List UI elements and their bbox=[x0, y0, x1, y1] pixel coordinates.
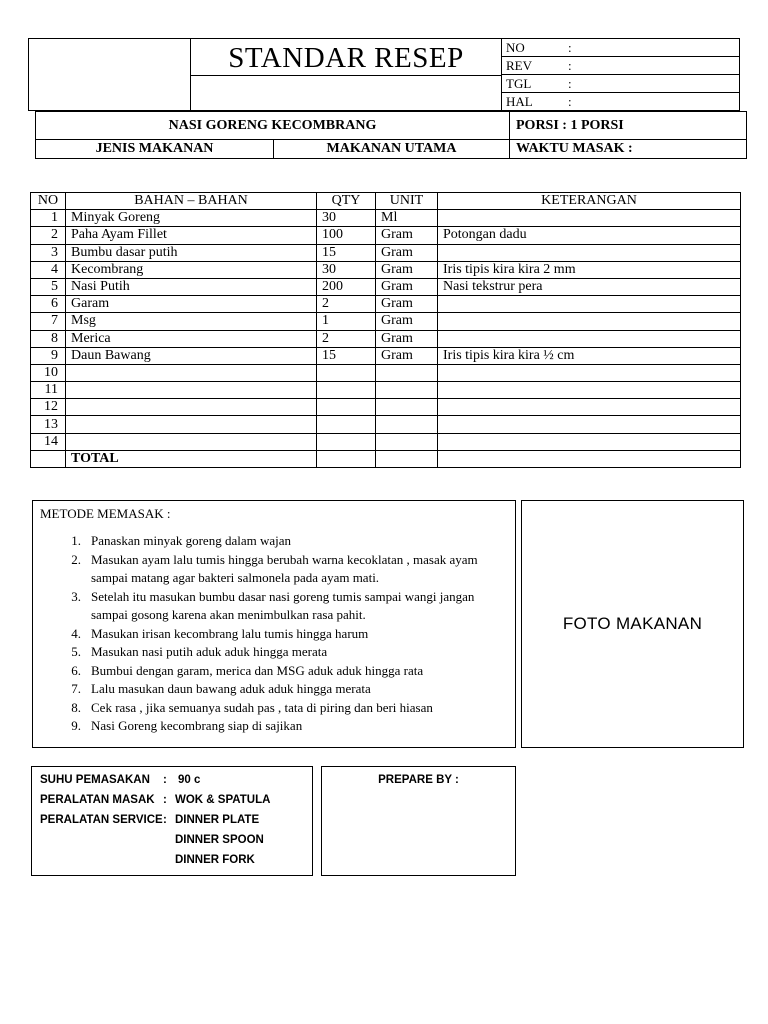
cell-no: 9 bbox=[31, 347, 66, 364]
list-item bbox=[59, 717, 505, 736]
cell-no: 7 bbox=[31, 313, 66, 330]
prepare-label: PREPARE BY : bbox=[378, 774, 459, 786]
cell-qty: 2 bbox=[317, 330, 376, 347]
step-number: 3. bbox=[71, 588, 81, 604]
step-text: Lalu masukan daun bawang aduk aduk hingga merata bbox=[91, 681, 371, 696]
colon: : bbox=[163, 794, 167, 806]
spacer bbox=[163, 850, 175, 870]
step-number: 6. bbox=[71, 662, 81, 678]
table-row bbox=[31, 313, 741, 330]
cell-qty bbox=[317, 450, 376, 467]
table-row bbox=[31, 296, 741, 313]
cell-unit: Gram bbox=[376, 244, 438, 261]
list-item bbox=[59, 680, 505, 699]
list-item bbox=[59, 588, 505, 625]
meta-colon: : bbox=[568, 93, 572, 109]
cell-qty: 30 bbox=[317, 210, 376, 227]
porsi-text: PORSI : 1 PORSI bbox=[516, 117, 624, 133]
step-text: Masukan irisan kecombrang lalu tumis hingga harum bbox=[91, 625, 369, 641]
cell-no: 5 bbox=[31, 278, 66, 295]
cell-qty bbox=[317, 433, 376, 450]
col-header-unit: UNIT bbox=[376, 193, 438, 210]
table-row bbox=[31, 399, 741, 416]
meta-label: TGL bbox=[506, 75, 532, 91]
peralatan-service-row bbox=[40, 850, 312, 870]
cell-keterangan bbox=[438, 313, 741, 330]
cell-qty: 15 bbox=[317, 347, 376, 364]
step-text: Masukan ayam lalu tumis hingga berubah warna kecoklatan , masak ayam sampai matang agar bakteri salmonela pada ayam mati. bbox=[91, 551, 478, 585]
cell-bahan bbox=[66, 433, 317, 450]
list-item bbox=[59, 625, 505, 644]
header-meta bbox=[501, 38, 740, 111]
table-row bbox=[31, 227, 741, 244]
peralatan-service-value: DINNER PLATE bbox=[175, 814, 260, 826]
dish-name: NASI GORENG KECOMBRANG bbox=[168, 117, 377, 133]
cell-qty: 1 bbox=[317, 313, 376, 330]
step-text: Bumbui dengan garam, merica dan MSG aduk aduk hingga rata bbox=[91, 662, 424, 678]
total-label: TOTAL bbox=[66, 450, 317, 467]
table-row bbox=[31, 416, 741, 433]
method-title: METODE MEMASAK : bbox=[40, 506, 171, 521]
cell-bahan bbox=[66, 364, 317, 381]
jenis-label-cell bbox=[35, 139, 274, 159]
step-number: 7. bbox=[71, 681, 81, 696]
cell-keterangan bbox=[438, 399, 741, 416]
cell-no: 10 bbox=[31, 364, 66, 381]
peralatan-masak-label: PERALATAN MASAK bbox=[40, 794, 155, 806]
cell-unit: Gram bbox=[376, 227, 438, 244]
peralatan-service-value: DINNER FORK bbox=[175, 854, 255, 866]
waktu-cell bbox=[509, 139, 747, 159]
table-row bbox=[31, 382, 741, 399]
peralatan-service-label: PERALATAN SERVICE bbox=[40, 814, 163, 826]
cell-bahan: Daun Bawang bbox=[66, 347, 317, 364]
cell-bahan: Merica bbox=[66, 330, 317, 347]
cell-bahan: Nasi Putih bbox=[66, 278, 317, 295]
cell-unit bbox=[376, 382, 438, 399]
porsi-cell bbox=[509, 111, 747, 140]
cell-bahan bbox=[66, 399, 317, 416]
list-item bbox=[59, 662, 505, 681]
ingredients-table bbox=[30, 192, 741, 468]
cell-keterangan: Iris tipis kira kira ½ cm bbox=[438, 347, 741, 364]
table-row bbox=[31, 210, 741, 227]
cell-no bbox=[31, 450, 66, 467]
cell-qty: 15 bbox=[317, 244, 376, 261]
peralatan-service-value: DINNER SPOON bbox=[175, 834, 264, 846]
cell-bahan bbox=[66, 382, 317, 399]
spacer bbox=[163, 830, 175, 850]
cell-qty: 100 bbox=[317, 227, 376, 244]
cell-no: 2 bbox=[31, 227, 66, 244]
col-header-keterangan: KETERANGAN bbox=[438, 193, 741, 210]
step-text: Cek rasa , jika semuanya sudah pas , tata di piring dan beri hiasan bbox=[91, 699, 433, 715]
meta-row-rev bbox=[501, 56, 740, 75]
cell-no: 8 bbox=[31, 330, 66, 347]
cell-unit bbox=[376, 416, 438, 433]
step-number: 1. bbox=[71, 533, 81, 548]
meta-label: NO bbox=[506, 39, 525, 55]
step-number: 9. bbox=[71, 718, 81, 733]
equipment-box bbox=[31, 766, 313, 876]
cell-bahan: Kecombrang bbox=[66, 261, 317, 278]
table-total-row bbox=[31, 450, 741, 467]
cell-no: 4 bbox=[31, 261, 66, 278]
suhu-value: 90 c bbox=[178, 774, 201, 786]
meta-label: REV bbox=[506, 57, 532, 73]
dish-name-cell bbox=[35, 111, 510, 140]
cell-unit: Gram bbox=[376, 313, 438, 330]
step-number: 4. bbox=[71, 625, 81, 641]
peralatan-service-row bbox=[40, 810, 312, 830]
list-item bbox=[59, 532, 505, 551]
cell-unit: Ml bbox=[376, 210, 438, 227]
cell-unit bbox=[376, 433, 438, 450]
cell-qty bbox=[317, 416, 376, 433]
col-header-bahan: BAHAN – BAHAN bbox=[66, 193, 317, 210]
cell-qty bbox=[317, 382, 376, 399]
cell-bahan: Garam bbox=[66, 296, 317, 313]
meta-colon: : bbox=[568, 75, 572, 91]
list-item bbox=[59, 699, 505, 718]
jenis-value: MAKANAN UTAMA bbox=[326, 141, 457, 156]
meta-colon: : bbox=[568, 57, 572, 73]
page-title: STANDAR RESEP bbox=[228, 42, 464, 74]
colon: : bbox=[163, 774, 167, 786]
cell-bahan: Msg bbox=[66, 313, 317, 330]
cell-bahan: Paha Ayam Fillet bbox=[66, 227, 317, 244]
meta-row-tgl bbox=[501, 74, 740, 93]
meta-colon: : bbox=[568, 39, 572, 55]
cell-unit: Gram bbox=[376, 330, 438, 347]
cell-no: 3 bbox=[31, 244, 66, 261]
step-number: 8. bbox=[71, 699, 81, 715]
cell-unit: Gram bbox=[376, 347, 438, 364]
suhu-label: SUHU PEMASAKAN bbox=[40, 774, 150, 786]
step-text: Panaskan minyak goreng dalam wajan bbox=[91, 533, 291, 548]
cell-keterangan bbox=[438, 296, 741, 313]
col-header-qty: QTY bbox=[317, 193, 376, 210]
cell-no: 12 bbox=[31, 399, 66, 416]
prepare-box bbox=[321, 766, 516, 876]
cell-keterangan bbox=[438, 210, 741, 227]
method-box bbox=[32, 500, 516, 748]
spacer bbox=[40, 850, 163, 870]
cell-unit: Gram bbox=[376, 261, 438, 278]
cell-unit: Gram bbox=[376, 278, 438, 295]
cell-qty bbox=[317, 364, 376, 381]
suhu-row bbox=[40, 770, 312, 790]
header-blank-box bbox=[190, 75, 502, 111]
step-text: Masukan nasi putih aduk aduk hingga merata bbox=[91, 644, 328, 659]
cell-qty: 200 bbox=[317, 278, 376, 295]
table-row bbox=[31, 244, 741, 261]
table-row bbox=[31, 347, 741, 364]
cell-unit bbox=[376, 364, 438, 381]
peralatan-masak-row bbox=[40, 790, 312, 810]
list-item bbox=[59, 551, 505, 588]
peralatan-masak-value: WOK & SPATULA bbox=[175, 794, 271, 806]
cell-bahan bbox=[66, 416, 317, 433]
colon: : bbox=[163, 814, 167, 826]
cell-qty bbox=[317, 399, 376, 416]
spacer bbox=[40, 830, 163, 850]
cell-qty: 2 bbox=[317, 296, 376, 313]
cell-keterangan bbox=[438, 244, 741, 261]
step-number: 5. bbox=[71, 644, 81, 659]
step-text: Nasi Goreng kecombrang siap di sajikan bbox=[91, 718, 303, 733]
table-row bbox=[31, 261, 741, 278]
waktu-text: WAKTU MASAK : bbox=[516, 141, 633, 156]
table-row bbox=[31, 364, 741, 381]
table-row bbox=[31, 278, 741, 295]
cell-bahan: Minyak Goreng bbox=[66, 210, 317, 227]
cell-keterangan bbox=[438, 433, 741, 450]
step-text: Setelah itu masukan bumbu dasar nasi goreng tumis sampai wangi jangan sampai gosong karena akan menimbulkan rasa pahit. bbox=[91, 588, 475, 622]
table-row bbox=[31, 433, 741, 450]
meta-row-hal bbox=[501, 92, 740, 111]
cell-keterangan: Potongan dadu bbox=[438, 227, 741, 244]
cell-no: 13 bbox=[31, 416, 66, 433]
cell-keterangan bbox=[438, 330, 741, 347]
step-number: 2. bbox=[71, 551, 81, 567]
jenis-value-cell bbox=[273, 139, 510, 159]
cell-no: 11 bbox=[31, 382, 66, 399]
table-row bbox=[31, 330, 741, 347]
cell-qty: 30 bbox=[317, 261, 376, 278]
method-steps bbox=[40, 532, 507, 736]
cell-keterangan bbox=[438, 382, 741, 399]
cell-unit bbox=[376, 450, 438, 467]
col-header-no: NO bbox=[31, 193, 66, 210]
header-title-box bbox=[190, 38, 502, 76]
list-item bbox=[59, 643, 505, 662]
cell-unit: Gram bbox=[376, 296, 438, 313]
cell-unit bbox=[376, 399, 438, 416]
meta-label: HAL bbox=[506, 93, 533, 109]
header-logo-box bbox=[28, 38, 191, 111]
cell-keterangan bbox=[438, 416, 741, 433]
food-photo-box bbox=[521, 500, 744, 748]
jenis-label: JENIS MAKANAN bbox=[95, 141, 214, 156]
table-header-row bbox=[31, 193, 741, 210]
cell-keterangan: Nasi tekstrur pera bbox=[438, 278, 741, 295]
food-photo-label: FOTO MAKANAN bbox=[562, 614, 703, 633]
meta-row-no bbox=[501, 38, 740, 57]
cell-no: 14 bbox=[31, 433, 66, 450]
cell-no: 6 bbox=[31, 296, 66, 313]
cell-keterangan bbox=[438, 450, 741, 467]
cell-bahan: Bumbu dasar putih bbox=[66, 244, 317, 261]
cell-keterangan bbox=[438, 364, 741, 381]
peralatan-service-row bbox=[40, 830, 312, 850]
cell-no: 1 bbox=[31, 210, 66, 227]
cell-keterangan: Iris tipis kira kira 2 mm bbox=[438, 261, 741, 278]
